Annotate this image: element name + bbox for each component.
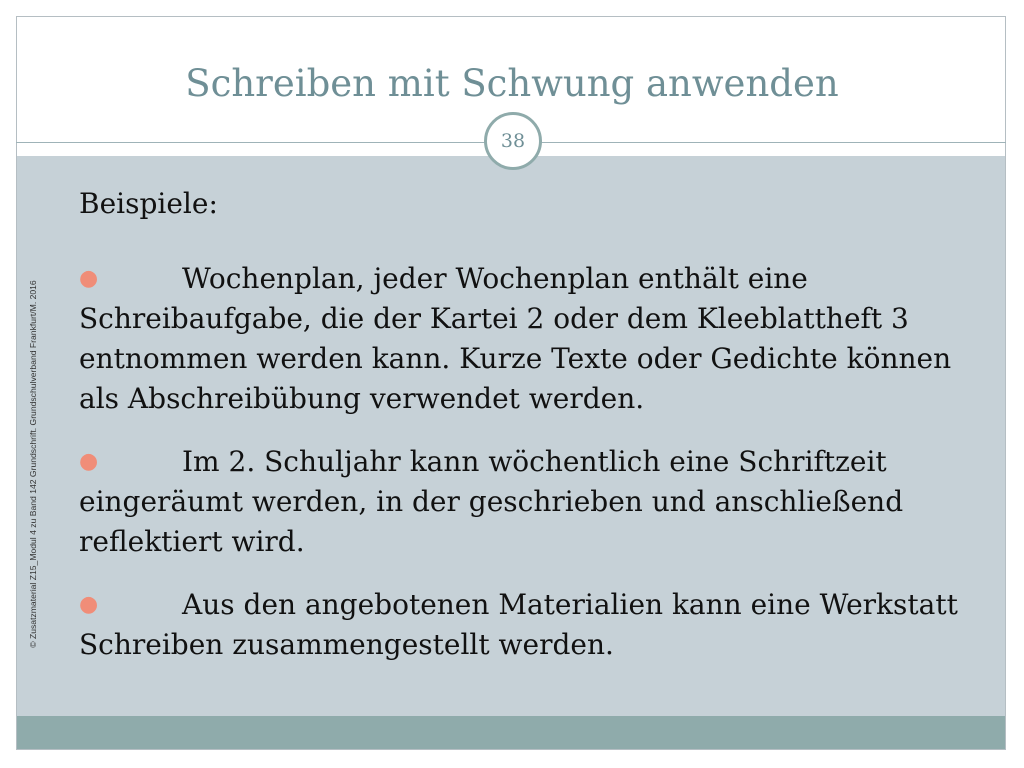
intro-text: Beispiele: [79,187,218,220]
bullet-dot-icon: ● [79,266,99,291]
slide-title: Schreiben mit Schwung anwenden [185,61,839,105]
bullet-text: Wochenplan, jeder Wochenplan enthält eine Schreibaufgabe, die der Kartei 2 oder dem Kleeblattheft 3 entnommen werden kann. Kurze Texte oder Gedichte können als Abschreibübung verwendet werden. [79,262,952,415]
page-number-badge [484,112,542,170]
bullet-item [79,442,969,562]
page-number: 38 [500,130,526,152]
bullet-text: Aus den angebotenen Materialien kann eine Werkstatt Schreiben zusammengestellt werden. [79,588,958,661]
footer-bar [17,716,1005,749]
bullet-item [79,585,969,665]
copyright-note: © Zusatzmaterial Z15_Modul 4 zu Band 142 Grundschrift. Grundschulverband Frankfurt/M. 2016 [28,280,38,648]
bullet-item [79,259,969,419]
bullet-dot-icon: ● [79,449,99,474]
bullet-dot-icon: ● [79,592,99,617]
bullet-text: Im 2. Schuljahr kann wöchentlich eine Schriftzeit eingeräumt werden, in der geschrieben und anschließend reflektiert wird. [79,445,904,558]
slide-body [79,184,969,688]
